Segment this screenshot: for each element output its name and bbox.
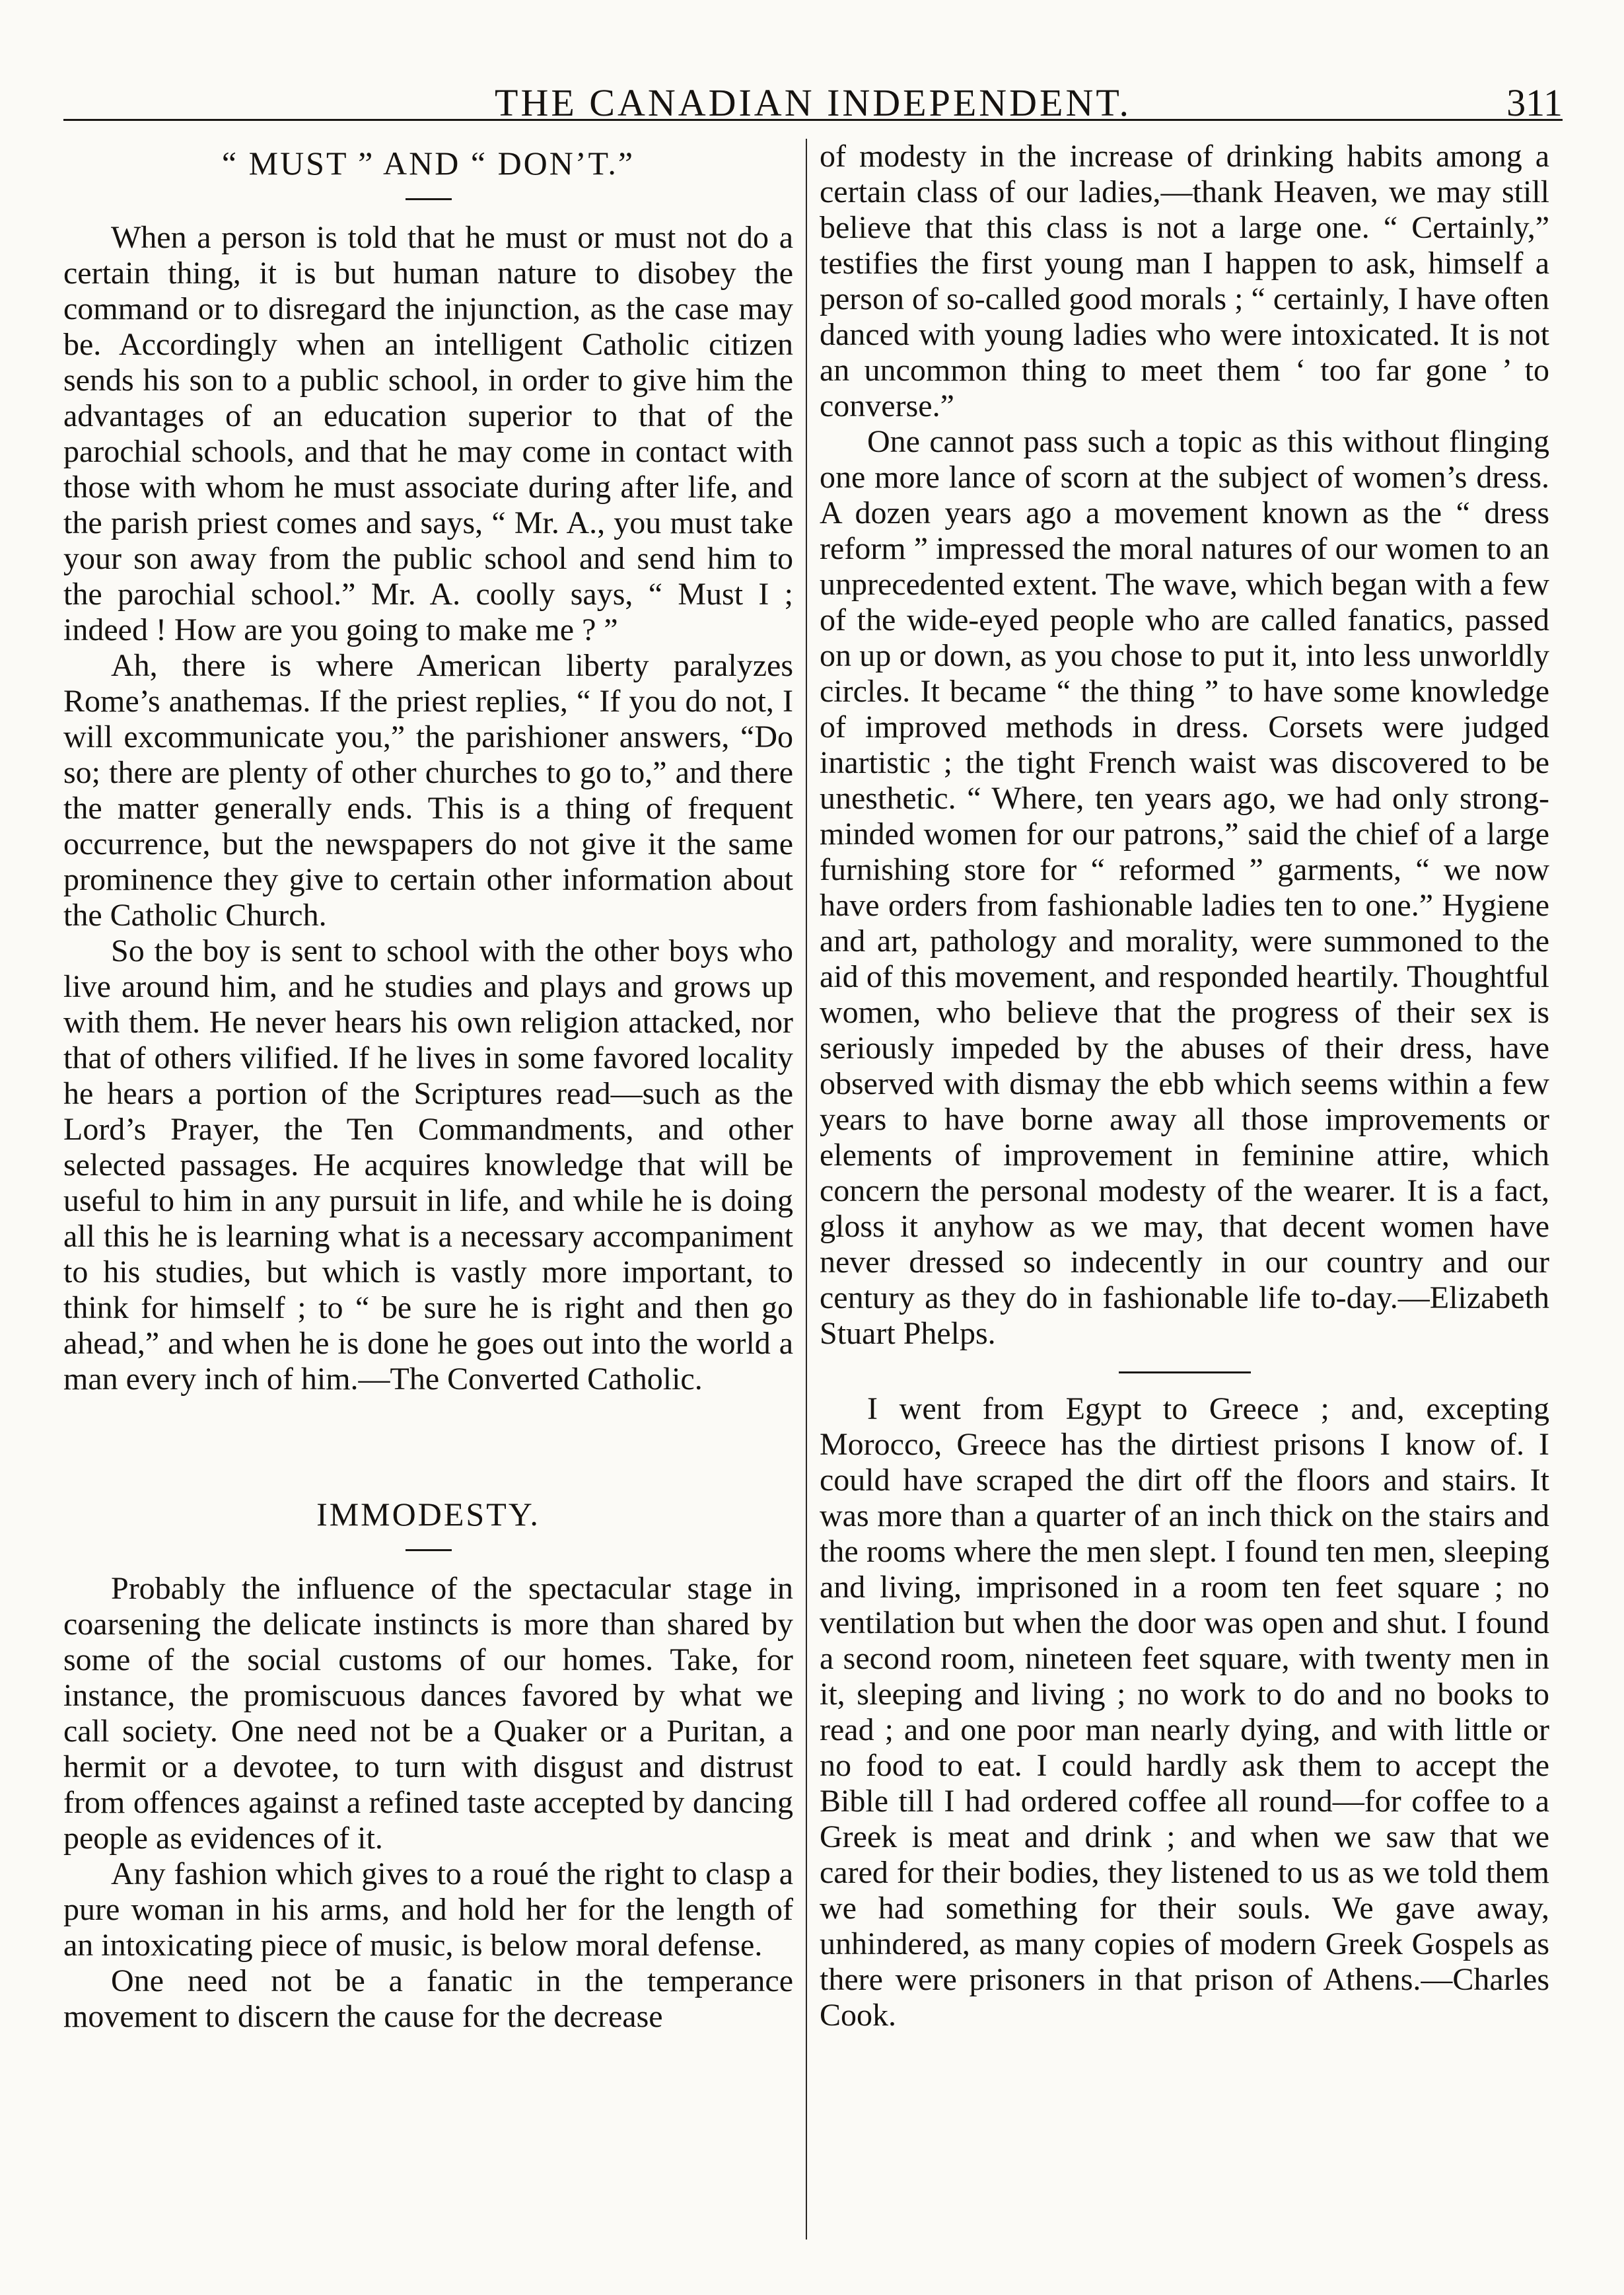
title-rule [406, 198, 452, 200]
article-title-must-and-dont: “ MUST ” AND “ DON’T.” [221, 145, 635, 182]
paragraph: of modesty in the increase of drinking habits among a certain class of our ladies,—thank Heaven, we may still believe that this class is not a large one. “ Certainly,” testifies the first young man I happen to ask, himself a person of so-called good morals ; “ certainly, I have often danced with young ladies who were intoxicated. It is not an uncommon thing to meet them ‘ too far gone ’ to converse.” [820, 139, 1549, 423]
article-title-immodesty: IMMODESTY. [316, 1496, 540, 1533]
separator-rule [1119, 1371, 1251, 1373]
paragraph: I went from Egypt to Greece ; and, excepting Morocco, Greece has the dirtiest prisons I know of. I could have scraped the dirt off the floors and stairs. It was more than a quarter of an inch thick on the stairs and the rooms where the men slept. I found ten men, sleeping and living, imprisoned in a room ten feet square ; no ventilation but when the door was open and shut. I found a second room, nineteen feet square, with twenty men in it, sleeping and living ; no work to do and no books to read ; and one poor man nearly dying, and with little or no food to eat. I could hardly ask them to accept the Bible till I had ordered coffee all round—for coffee to a Greek is meat and drink ; and when we saw that we cared for their bodies, they listened to us as we told them we had something for their souls. We gave away, unhindered, as many copies of modern Greek Gospels as there were prisoners in that prison of Athens.—Charles Cook. [820, 1391, 1549, 2033]
article-spacer [63, 1397, 793, 1490]
paragraph: One cannot pass such a topic as this without flinging one more lance of scorn at the subject of women’s dress. A dozen years ago a movement known as the “ dress reform ” impressed the moral natures of our women to an unprecedented extent. The wave, which began with a few of the wide-eyed people who are called fanatics, passed on up or down, as you chose to put it, into less unworldly circles. It became “ the thing ” to have some knowledge of improved methods in dress. Corsets were judged inartistic ; the tight French waist was discovered to be unesthetic. “ Where, ten years ago, we had only strong-minded women for our patrons,” said the chief of a large furnishing store for “ reformed ” garments, “ we now have orders from fashionable ladies ten to one.” Hygiene and art, pathology and morality, were summoned to the aid of this movement, and responded heartily. Thoughtful women, who believe that the progress of their sex is seriously impeded by the abuses of their dress, have observed with dismay the ebb which seems within a few years to have borne away all those improvements or elements of improvement in feminine attire, which concern the personal modesty of the wearer. It is a fact, gloss it anyhow as we may, that decent women have never dressed so indecently in our country and our century as they do in fashionable life to-day.—Elizabeth Stuart Phelps. [820, 424, 1549, 1351]
title-rule [406, 1549, 452, 1551]
left-column [63, 139, 793, 2233]
right-column [820, 139, 1549, 2233]
paragraph: Any fashion which gives to a roué the right to clasp a pure woman in his arms, and hold her for the length of an intoxicating piece of music, is below moral defense. [63, 1856, 793, 1963]
paragraph: So the boy is sent to school with the other boys who live around him, and he studies and plays and grows up with them. He never hears his own religion attacked, nor that of others vilified. If he lives in some favored locality he hears a portion of the Scriptures read—such as the Lord’s Prayer, the Ten Commandments, and other selected passages. He acquires knowledge that will be useful to him in any pursuit in life, and while he is doing all this he is learning what is a necessary accompaniment to his studies, but which is vastly more important, to think for himself ; to “ be sure he is right and then go ahead,” and when he is done he goes out into the world a man every inch of him.—The Converted Catholic. [63, 933, 793, 1397]
page-number: 311 [1506, 81, 1563, 124]
paragraph: One need not be a fanatic in the temperance movement to discern the cause for the decrease [63, 1963, 793, 2034]
paragraph: Ah, there is where American liberty paralyzes Rome’s anathemas. If the priest replies, “ If you do not, I will excommunicate you,” the parishioner answers, “Do so; there are plenty of other churches to go to,” and there the matter generally ends. This is a thing of frequent occurrence, but the newspapers do not give it the same prominence they give to certain other information about the Catholic Church. [63, 648, 793, 933]
running-title: THE CANADIAN INDEPENDENT. [495, 81, 1131, 124]
paragraph: Probably the influence of the spectacular stage in coarsening the delicate instincts is more than shared by some of the social customs of our homes. Take, for instance, the promiscuous dances favored by what we call society. One need not be a Quaker or a Puritan, a hermit or a devotee, to turn with disgust and distrust from offences against a refined taste accepted by dancing people as evidences of it. [63, 1571, 793, 1856]
newspaper-page [63, 46, 1563, 2240]
column-divider [806, 139, 807, 2240]
paragraph: When a person is told that he must or must not do a certain thing, it is but human nature to disobey the command or to disregard the injunction, as the case may be. Accordingly when an intelligent Catholic citizen sends his son to a public school, in order to give him the advantages of an education superior to that of the parochial schools, and that he may come in contact with those with whom he must associate during after life, and the parish priest comes and says, “ Mr. A., you must take your son away from the public school and send him to the parochial school.” Mr. A. coolly says, “ Must I ; indeed ! How are you going to make me ? ” [63, 220, 793, 647]
article-separator [820, 1352, 1549, 1391]
page-header [63, 46, 1563, 124]
